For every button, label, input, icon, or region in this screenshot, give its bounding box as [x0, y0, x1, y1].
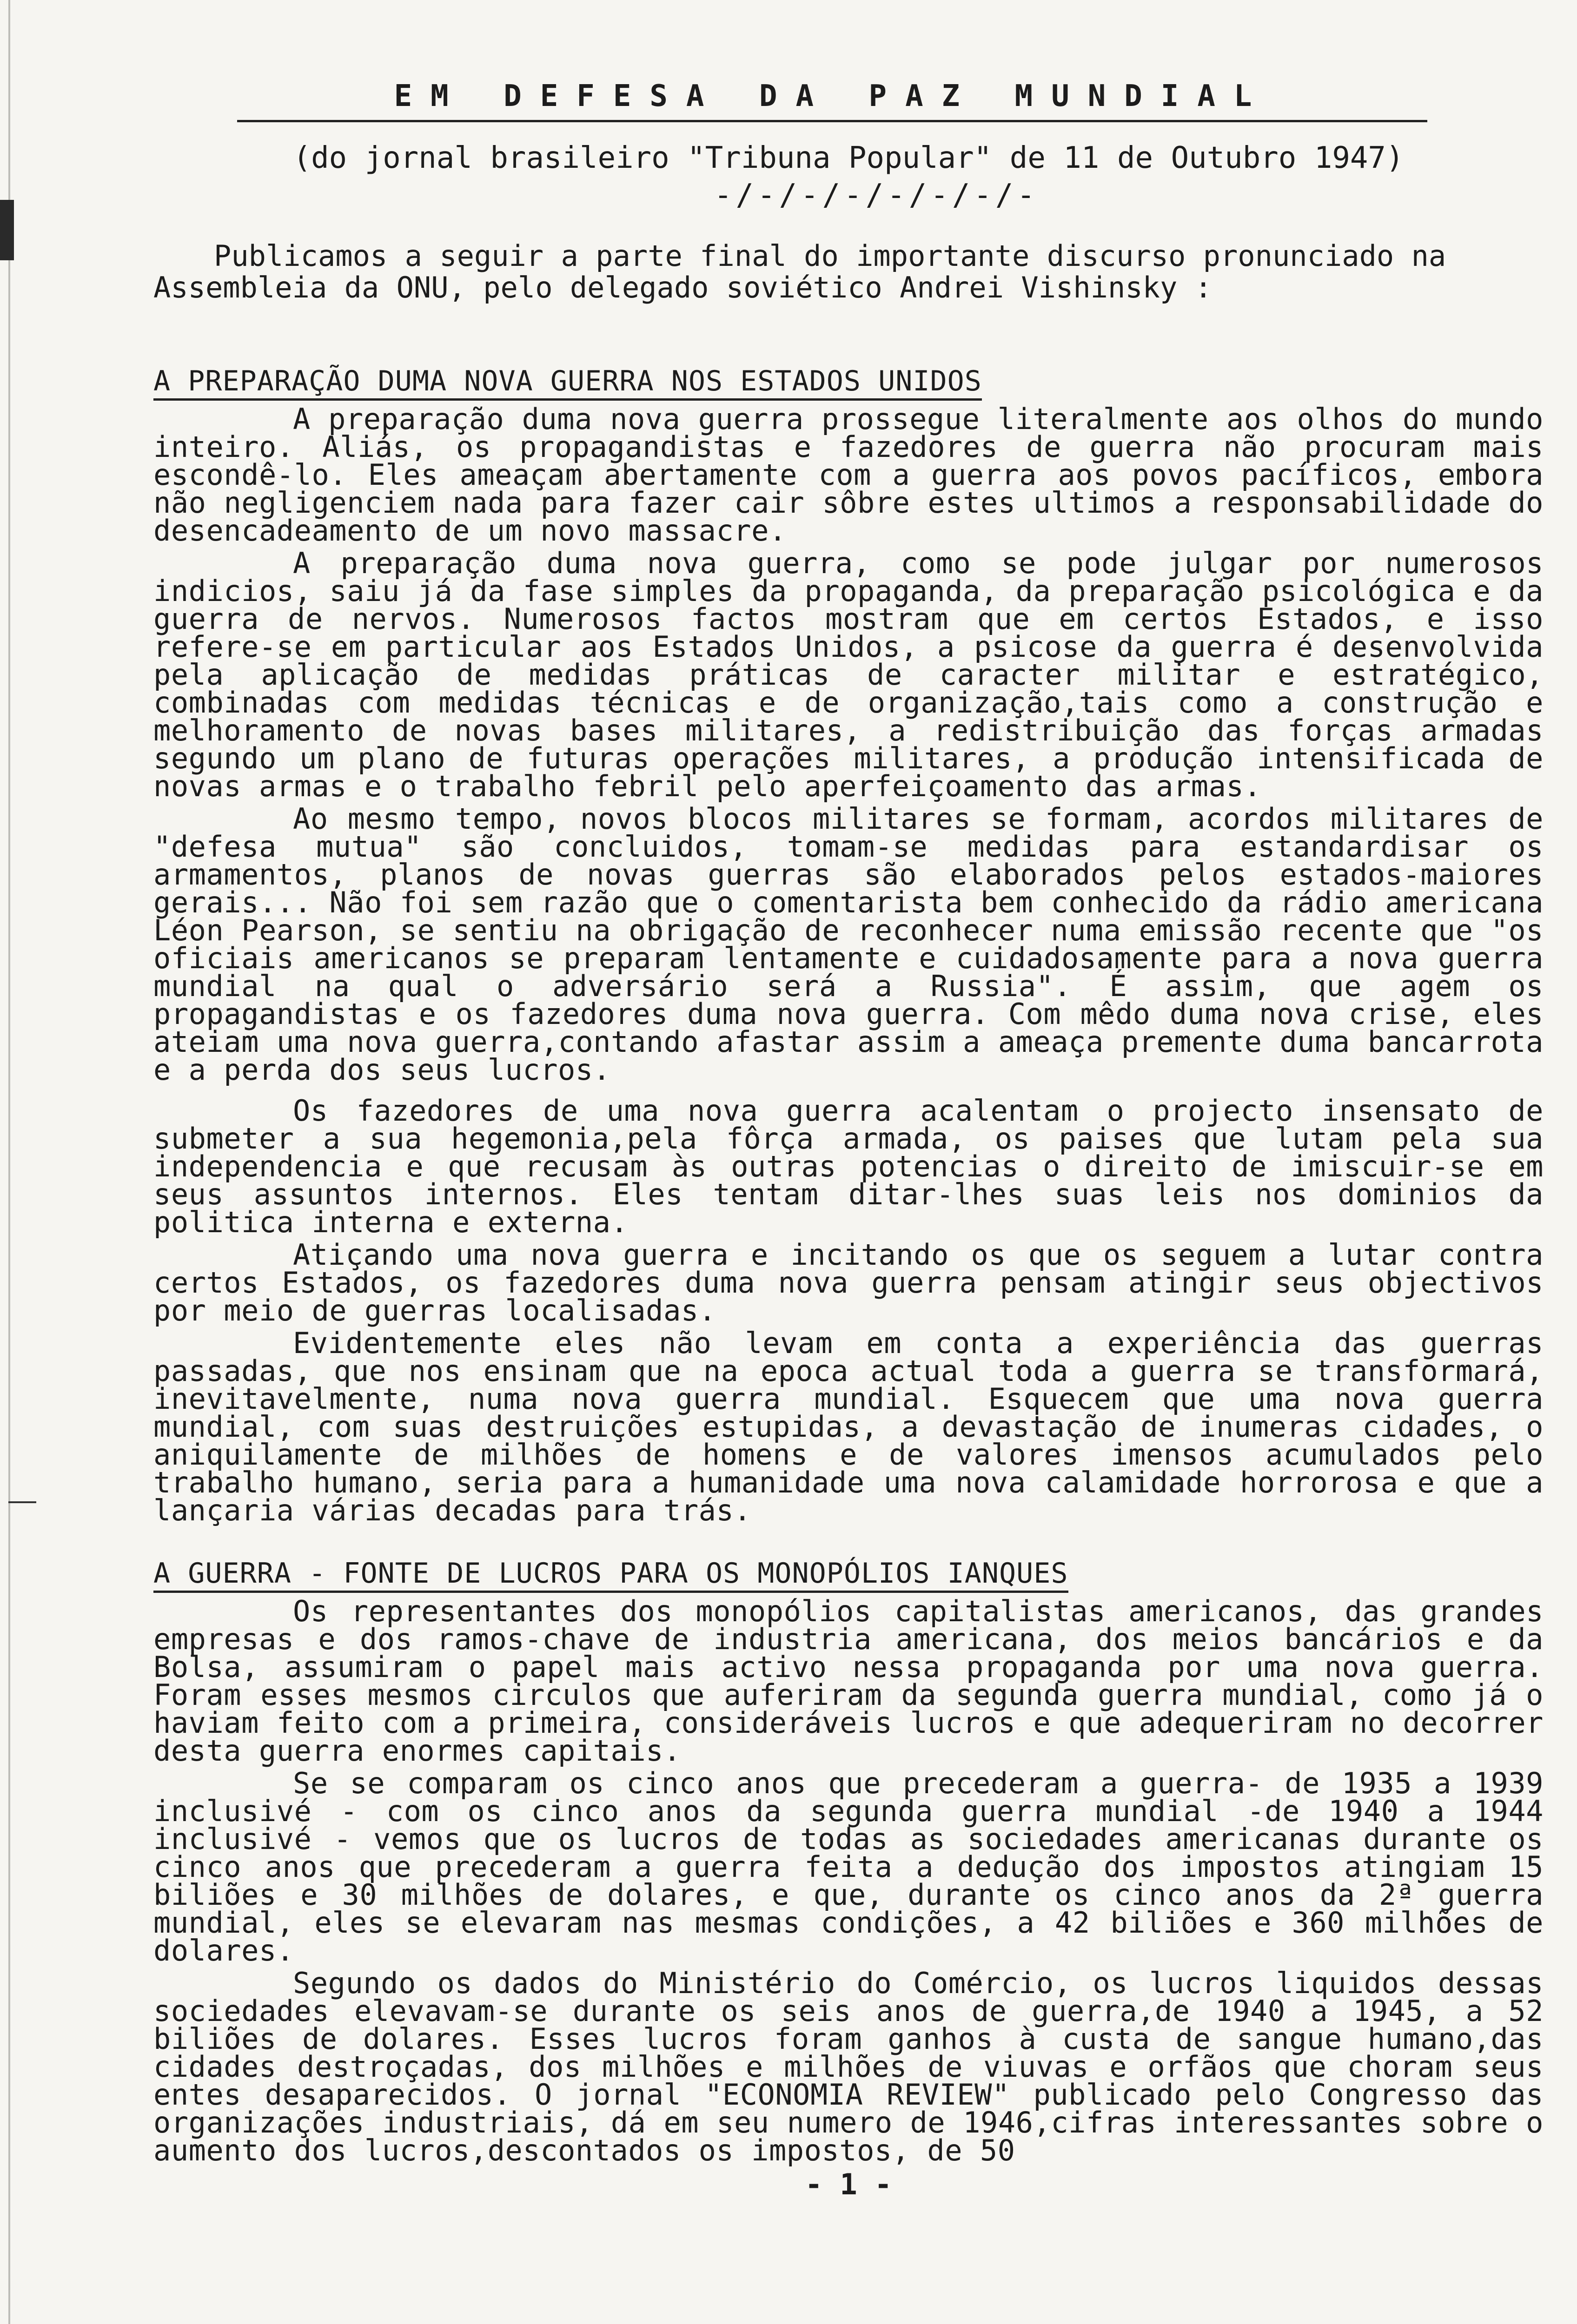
paragraph: Se se comparam os cinco anos que precederam a guerra- de 1935 a 1939 inclusivé - com os cinco anos da segunda guerra mundial -de 1940 a 1944 inclusivé - vemos que os lucros de todas as sociedades americanas durante os cinco anos que precederam a guerra feita a dedução dos impostos atingiam 15 biliões e 30 milhões de dolares, e que, durante os cinco anos da 2ª guerra mundial, eles se elevaram nas mesmas condições, a 42 biliões e 360 milhões de dolares. — [153, 1766, 1544, 1967]
masthead: EM DEFESA DA PAZ MUNDIAL — [237, 79, 1427, 122]
paragraph: Os representantes dos monopólios capitalistas americanos, das grandes empresas e dos ramos-chave de industria americana, dos meios bancários e da Bolsa, assumiram o papel mais activo nessa propaganda por uma nova guerra. Foram esses mesmos circulos que auferiram da segunda guerra mundial, como já o haviam feito com a primeira, consideráveis lucros e que adequeriram no decorrer desta guerra enormes capitais. — [153, 1594, 1544, 1768]
document-body — [153, 79, 1544, 2201]
paragraph: Os fazedores de uma nova guerra acalentam o projecto insensato de submeter a sua hegemonia,pela fôrça armada, os paises que lutam pela sua independencia e que recusam às outras potencias o direito de imiscuir-se em seus assuntos internos. Eles tentam ditar-lhes suas leis nos dominios da politica interna e externa. — [153, 1094, 1544, 1239]
paragraph: Atiçando uma nova guerra e incitando os que os seguem a lutar contra certos Estados, os fazedores duma nova guerra pensam atingir seus objectivos por meio de guerras localisadas. — [153, 1238, 1544, 1327]
page-number: - 1 - — [805, 2167, 892, 2201]
divider-line: -/-/-/-/-/-/-/- — [714, 178, 1039, 212]
paragraph: A preparação duma nova guerra prossegue literalmente aos olhos do mundo inteiro. Aliás, os propagandistas e fazedores de guerra não procuram mais escondê-lo. Eles ameaçam abertamente com a guerra aos povos pacíficos, embora não negligenciem nada para fazer cair sôbre estes ultimos a responsabilidade do desencadeamento de um novo massacre. — [153, 402, 1544, 548]
section-2 — [153, 1525, 1544, 2165]
paragraph: Segundo os dados do Ministério do Comércio, os lucros liquidos dessas sociedades elevavam-se durante os seis anos de guerra,de 1940 a 1945, a 52 biliões de dolares. Esses lucros foram ganhos à custa de sangue humano,das cidades destroçadas, dos milhões e milhões de viuvas e orfãos que choram seus entes desaparecidos. O jornal "ECONOMIA REVIEW" publicado pelo Congresso das organizações industriais, dá em seu numero de 1946,cifras interessantes sobre o aumento dos lucros,descontados os impostos, de 50 — [153, 1966, 1544, 2167]
intro-paragraph: Publicamos a seguir a parte final do importante discurso pronunciado na Assembleia da ONU, pelo delegado soviético Andrei Vishinsky : — [153, 239, 1446, 304]
source-line: (do jornal brasileiro "Tribuna Popular" de 11 de Outubro 1947) — [293, 141, 1404, 175]
section-title: A PREPARAÇÃO DUMA NOVA GUERRA NOS ESTADOS UNIDOS — [153, 365, 982, 401]
paragraph: Evidentemente eles não levam em conta a experiência das guerras passadas, que nos ensinam que na epoca actual toda a guerra se transformará, inevitavelmente, numa nova guerra mundial. Esquecem que uma nova guerra mundial, com suas destruições estupidas, a devastação de inumeras cidades, o aniquilamente de milhões de homens e de valores imensos acumulados pelo trabalho humano, seria para a humanidade uma nova calamidade horrorosa e que a lançaria várias decadas para trás. — [153, 1326, 1544, 1527]
paragraph: Ao mesmo tempo, novos blocos militares se formam, acordos militares de "defesa mutua" são concluidos, tomam-se medidas para estandardisar os armamentos, planos de novas guerras são elaborados pelos estados-maiores gerais... Não foi sem razão que o comentarista bem conhecido da rádio americana Léon Pearson, se sentiu na obrigação de reconhecer numa emissão recente que "os oficiais americanos se preparam lentamente e cuidadosamente para a nova guerra mundial na qual o adversário será a Russia". É assim, que agem os propagandistas e os fazedores duma nova guerra. Com mêdo duma nova crise, eles ateiam uma nova guerra,contando afastar assim a ameaça premente duma bancarrota e a perda dos seus lucros. — [153, 802, 1544, 1087]
section-1 — [153, 332, 1544, 1525]
paragraph: A preparação duma nova guerra, como se pode julgar por numerosos indicios, saiu já da fase simples da propaganda, da preparação psicológica e da guerra de nervos. Numerosos factos mostram que em certos Estados, e isso refere-se em particular aos Estados Unidos, a psicose da guerra é desenvolvida pela aplicação de medidas práticas de caracter militar e estratégico, combinadas com medidas técnicas e de organização,tais como a construção e melhoramento de novas bases militares, a redistribuição das forças armadas segundo um plano de futuras operações militares, a produção intensificada de novas armas e o trabalho febril pelo aperfeiçoamento das armas. — [153, 546, 1544, 803]
section-title: A GUERRA - FONTE DE LUCROS PARA OS MONOPÓLIOS IANQUES — [153, 1557, 1068, 1593]
binding-mark — [0, 200, 14, 260]
page-edge — [8, 0, 10, 2324]
margin-mark — [8, 1501, 36, 1503]
